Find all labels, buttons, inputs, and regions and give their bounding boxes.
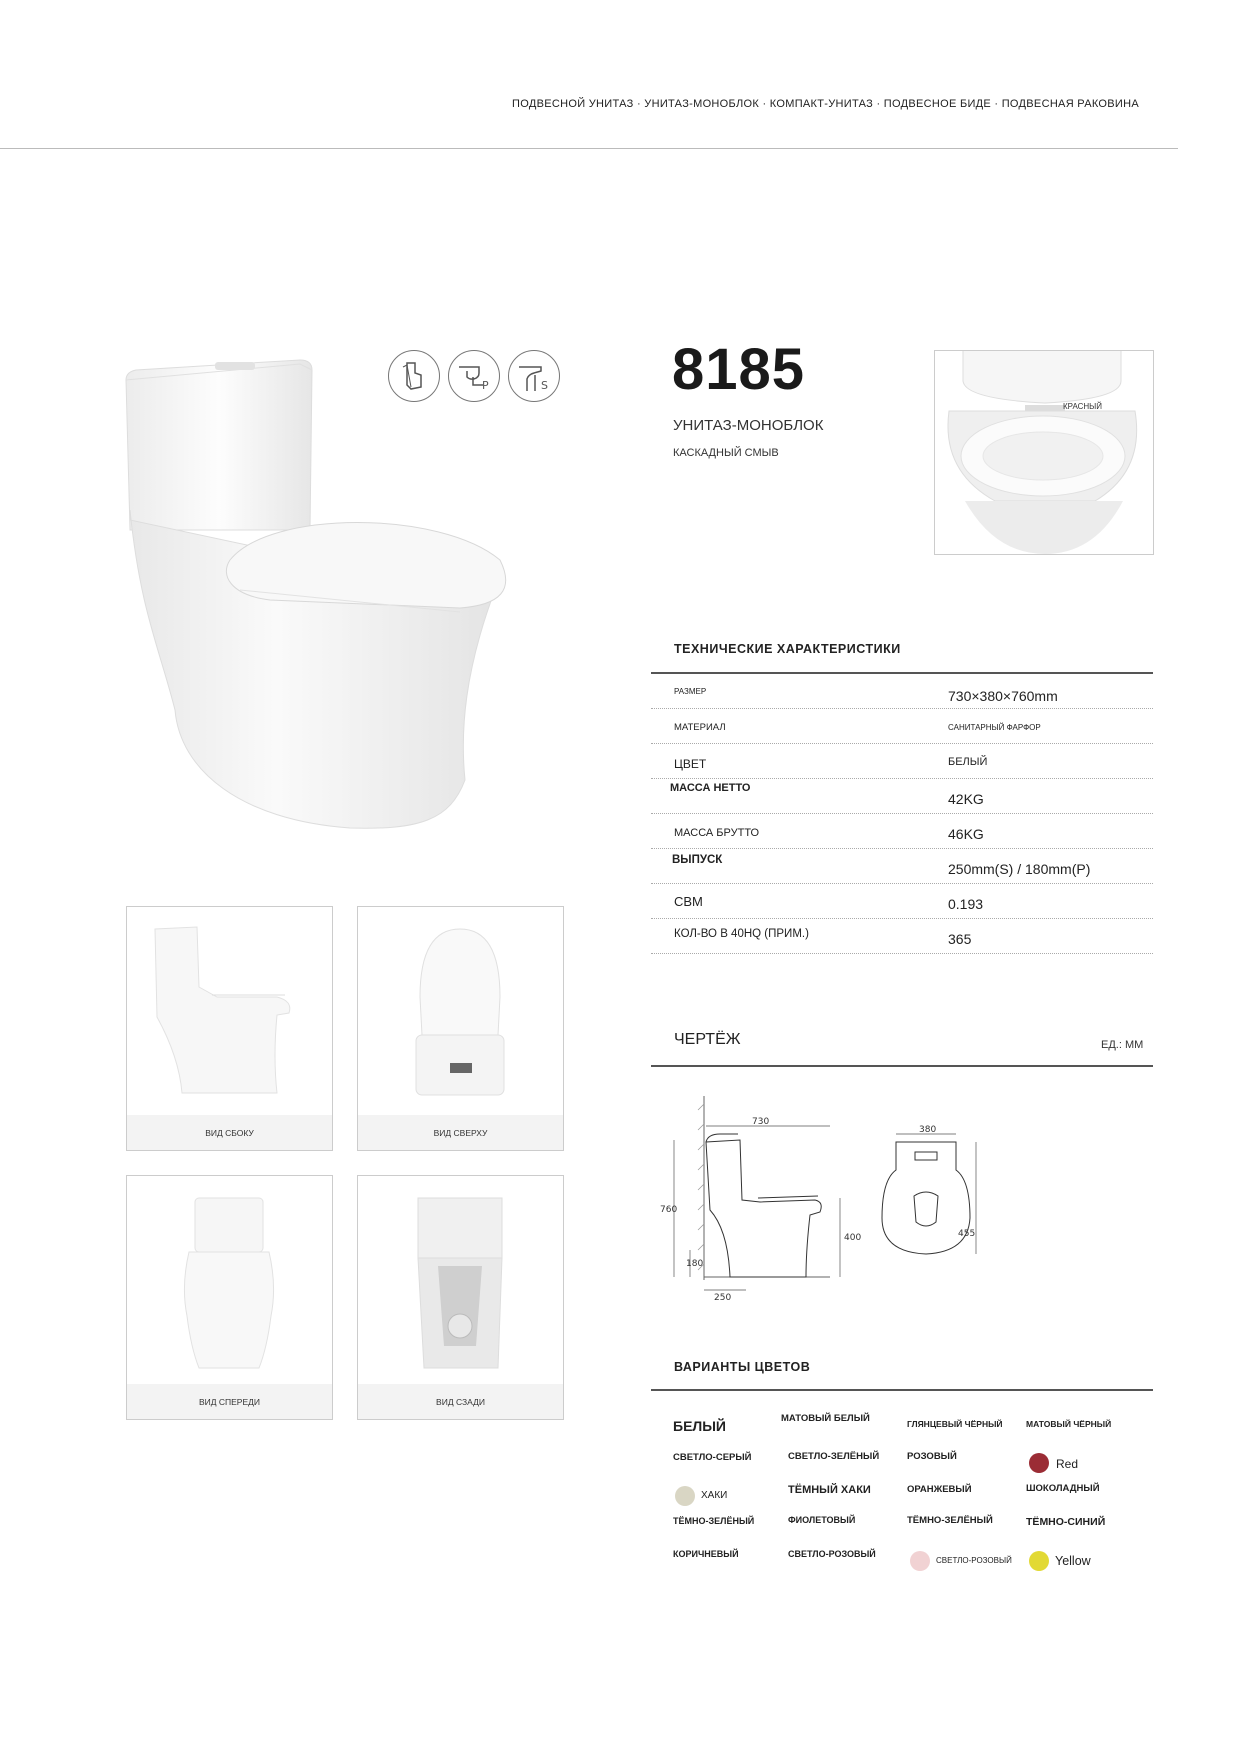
spec-label: РАЗМЕР — [674, 687, 707, 696]
color-option: ШОКОЛАДНЫЙ — [1026, 1483, 1100, 1494]
spec-label: МАТЕРИАЛ — [674, 722, 726, 733]
spec-value: 46KG — [948, 826, 984, 842]
dim-length: 730 — [752, 1117, 770, 1127]
color-option: СВЕТЛО-РОЗОВЫЙ — [936, 1556, 1012, 1565]
top-navigation — [0, 0, 1240, 150]
spec-row-size — [651, 674, 1153, 709]
drawing-unit: ЕД.: ММ — [1101, 1039, 1144, 1051]
color-option: ФИОЛЕТОВЫЙ — [788, 1515, 856, 1525]
spec-label: ВЫПУСК — [672, 854, 723, 866]
color-option: СВЕТЛО-СЕРЫЙ — [673, 1452, 752, 1463]
spec-value: САНИТАРНЫЙ ФАРФОР — [948, 723, 1041, 732]
detail-photo — [934, 350, 1154, 555]
color-option: БЕЛЫЙ — [673, 1418, 726, 1434]
colors-divider — [651, 1389, 1153, 1391]
dim-height: 760 — [660, 1205, 678, 1215]
detail-caption: КРАСНЫЙ — [1063, 402, 1103, 411]
specs-title: ТЕХНИЧЕСКИЕ ХАРАКТЕРИСТИКИ — [674, 642, 901, 656]
header-divider — [0, 148, 1178, 149]
swatch-khaki — [675, 1486, 695, 1506]
dim-s-outlet: 250 — [714, 1293, 732, 1303]
swatch-light-pink — [910, 1551, 930, 1571]
color-option: ТЁМНО-ЗЕЛЁНЫЙ — [907, 1515, 993, 1526]
thumbnail-side-view[interactable] — [126, 906, 333, 1151]
spec-label: МАССА БРУТТО — [674, 827, 760, 839]
spec-value: 365 — [948, 931, 972, 947]
dim-depth: 455 — [958, 1229, 976, 1239]
color-option: МАТОВЫЙ БЕЛЫЙ — [781, 1413, 870, 1424]
spec-label: CBM — [674, 894, 703, 909]
spec-label: ЦВЕТ — [674, 757, 707, 771]
spec-row-gross-weight — [651, 814, 1153, 849]
color-option: РОЗОВЫЙ — [907, 1451, 957, 1462]
color-option: ТЁМНО-ЗЕЛЁНЫЙ — [673, 1516, 755, 1526]
color-option: ОРАНЖЕВЫЙ — [907, 1484, 972, 1495]
spec-label: КОЛ-ВО В 40HQ (ПРИМ.) — [674, 928, 809, 940]
color-option: СВЕТЛО-РОЗОВЫЙ — [788, 1549, 876, 1559]
color-option: СВЕТЛО-ЗЕЛЁНЫЙ — [788, 1451, 880, 1462]
model-number: 8185 — [672, 337, 806, 402]
thumbnail-label: ВИД СПЕРЕДИ — [198, 1397, 261, 1407]
spec-value: 0.193 — [948, 896, 984, 912]
thumbnail-label: ВИД СБОКУ — [205, 1128, 254, 1138]
color-option: ТЁМНО-СИНИЙ — [1026, 1516, 1106, 1528]
spec-row-net-weight — [651, 779, 1153, 814]
dim-p-outlet: 180 — [686, 1259, 704, 1269]
category-nav[interactable]: ПОДВЕСНОЙ УНИТАЗ · УНИТАЗ-МОНОБЛОК · КОМПАКТ-УНИТАЗ · ПОДВЕСНОЕ БИДЕ · ПОДВЕСНАЯ РАКОВИНА — [512, 98, 1139, 110]
dim-width: 380 — [919, 1125, 937, 1135]
swatch-red — [1029, 1453, 1049, 1473]
dim-seat-height: 400 — [844, 1233, 862, 1243]
color-option: ХАКИ — [701, 1490, 728, 1501]
spec-value: 730×380×760mm — [948, 688, 1058, 704]
drawing-title: ЧЕРТЁЖ — [674, 1031, 741, 1048]
spec-row-cbm — [651, 884, 1153, 919]
spec-row-quantity — [651, 919, 1153, 954]
spec-value: 42KG — [948, 791, 984, 807]
thumbnail-front-view[interactable] — [126, 1175, 333, 1420]
spec-value: 250mm(S) / 180mm(P) — [948, 861, 1091, 877]
thumbnail-label: ВИД СЗАДИ — [436, 1397, 485, 1407]
swatch-yellow — [1029, 1551, 1049, 1571]
color-option: ГЛЯНЦЕВЫЙ ЧЁРНЫЙ — [907, 1419, 1003, 1429]
svg-text:S: S — [541, 379, 548, 392]
colors-title: ВАРИАНТЫ ЦВЕТОВ — [674, 1360, 811, 1374]
svg-text:P: P — [482, 379, 489, 392]
product-main-photo — [120, 350, 520, 840]
flush-type: КАСКАДНЫЙ СМЫВ — [673, 447, 779, 459]
spec-label: МАССА НЕТТО — [670, 782, 751, 794]
spec-value: БЕЛЫЙ — [948, 756, 988, 768]
color-option: КОРИЧНЕВЫЙ — [673, 1549, 739, 1559]
color-option: МАТОВЫЙ ЧЁРНЫЙ — [1026, 1419, 1112, 1429]
spec-row-material — [651, 709, 1153, 744]
thumbnail-top-view[interactable] — [357, 906, 564, 1151]
color-option: ТЁМНЫЙ ХАКИ — [788, 1484, 871, 1496]
thumbnail-label: ВИД СВЕРХУ — [433, 1128, 488, 1138]
thumbnail-back-view[interactable] — [357, 1175, 564, 1420]
spec-row-outlet — [651, 849, 1153, 884]
spec-row-color — [651, 744, 1153, 779]
drawing-divider — [651, 1065, 1153, 1067]
color-option: Red — [1056, 1457, 1079, 1471]
technical-drawing — [660, 1090, 980, 1305]
color-option: Yellow — [1055, 1554, 1091, 1568]
product-type: УНИТАЗ-МОНОБЛОК — [673, 417, 824, 434]
